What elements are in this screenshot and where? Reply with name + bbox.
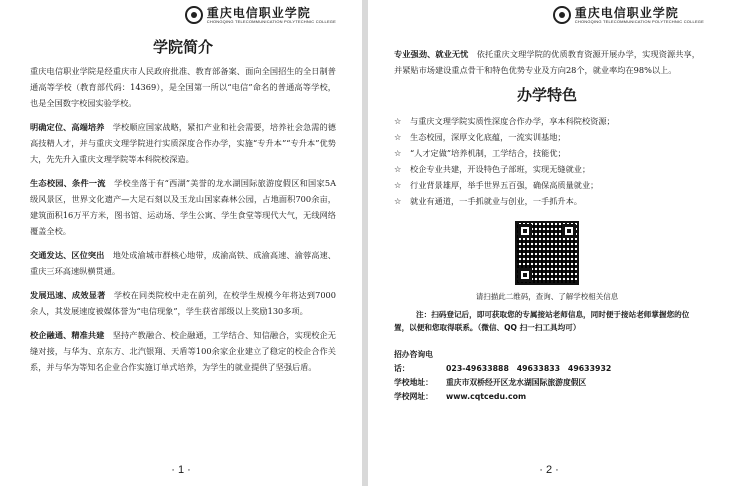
list-item [394,129,700,145]
logo-name-en: CHONGQING TELECOMMUNICATION POLYTECHNIC COLLEGE [206,18,336,24]
page-number-right: · 2 · [539,464,559,476]
contact-value: 023-49633888 49633833 49633932 [446,364,612,373]
paragraph-body: 学校坐落于有“西湖”美誉的龙水湖国际旅游度假区和国家5A级风景区，世界文化遗产—大足石刻以及玉龙山国家森林公园，占地面积700余亩，建筑面积16万平方米，图书馆、运动场、学生公寓、学生食堂等现代大气，无线网络覆盖全校。 [30,178,336,236]
paragraph-body: 学校顺应国家战略，紧扣产业和社会需要，培养社会急需的德高技精人才，并与重庆文理学院进行实质深度合作办学，实施“专升本”“专升本”优势大，先先升入重庆文理学院等本科院校深造。 [30,122,336,164]
contact-phone [394,348,700,376]
section-title-features: 办学特色 [516,86,577,104]
paragraph-head: 生态校园、条件一流 [30,178,106,188]
paragraph-development [30,287,336,319]
star-icon: ☆ [394,196,402,206]
paragraph-head: 专业强劲、就业无忧 [394,49,469,59]
list-item [394,145,700,161]
contact-address [394,376,700,390]
intro-paragraph: 重庆电信职业学院是经重庆市人民政府批准、教育部备案、面向全国招生的全日制普通高等学校（教育部代码：14369），是全国第一所以“电信”命名的普通高等学校，也是全国数字校园实验学校。 [30,66,336,108]
paragraph-head: 校企融通、精准共建 [30,330,105,340]
star-icon: ☆ [394,116,402,126]
paragraph-transport [30,247,336,279]
logo-name-cn: 重庆电信职业学院 [574,5,679,20]
paragraph-campus [30,175,336,239]
paragraph-enterprise [30,327,336,375]
contact-value[interactable]: www.cqtcedu.com [446,392,527,401]
contact-label: 学校地址： [394,378,433,387]
feature-text: 就业有通道，一手抓就业与创业，一手抓升本。 [410,196,582,206]
paragraph-body: 地处成渝城市群核心地带，成渝高铁、成渝高速、渝蓉高速、重庆三环高速纵横贯通。 [30,250,336,276]
college-logo [553,6,704,24]
note-text: 扫码登记后，即可获取您的专属接站老师信息，同时便于接站老师掌握您的位置，以便和您取得联系。（微信、QQ 扫一扫工具均可） [394,310,690,332]
list-item [394,161,700,177]
feature-text: “人才定做”培养机制，工学结合，技能优； [410,148,566,158]
qr-caption: 请扫描此二维码，查询、了解学校相关信息 [475,292,619,301]
logo-name-cn: 重庆电信职业学院 [206,5,311,20]
star-icon: ☆ [394,132,402,142]
paragraph-majors [394,46,700,78]
college-logo [185,6,336,24]
paragraph-head: 交通发达、区位突出 [30,250,105,260]
star-icon: ☆ [394,180,402,190]
paragraph-head: 明确定位、高端培养 [30,122,105,132]
note-label: 注： [416,310,432,319]
star-icon: ☆ [394,148,402,158]
qr-finder-icon [518,268,532,282]
contact-website [394,390,700,404]
list-item [394,193,700,209]
left-page [0,0,362,486]
qr-finder-icon [518,224,532,238]
list-item [394,113,700,129]
feature-text: 生态校园，深厚文化底蕴，一流实训基地； [410,132,566,142]
college-seal-icon [185,6,203,24]
feature-text: 校企专业共建，开设特色子部班，实现无缝就业； [410,164,591,174]
feature-text: 行业背景雄厚，举手世界五百强，确保高质量就业； [410,180,599,190]
paragraph-body: 坚持产教融合、校企融通，工学结合、知信融合，实现校企无缝对接，与华为、京东方、北汽银翔、天盾等100余家企业建立了稳定的校企合作关系，并与华为等知名企业合作实施订单式培养，为学生的就业提供了坚强后盾。 [30,330,336,372]
college-seal-icon [553,6,571,24]
paragraph-body: 学校在同类院校中走在前列，在校学生规模今年将达到7000余人，其发展速度被媒体誉为“电信现象”，学生获省部级以上奖励130多项。 [30,290,336,316]
star-icon: ☆ [394,164,402,174]
list-item [394,177,700,193]
logo-name-en: CHONGQING TELECOMMUNICATION POLYTECHNIC COLLEGE [574,18,704,24]
paragraph-head: 发展迅速、成效显著 [30,290,106,300]
page-number-left: · 1 · [171,464,191,476]
right-page [368,0,730,486]
paragraph-positioning [30,119,336,167]
qr-finder-icon [562,224,576,238]
paragraph-body: 依托重庆文理学院的优质教育资源开展办学，实现资源共享，并紧贴市场建设重点骨干和特色优势专业及方向28个，就业率均在98%以上。 [394,49,700,75]
contact-label: 招办咨询电话： [394,350,433,373]
qr-code[interactable] [515,221,579,285]
feature-list [394,113,700,209]
section-title-intro: 学院简介 [152,38,213,56]
contact-value: 重庆市双桥经开区龙水湖国际旅游度假区 [446,378,587,387]
feature-text: 与重庆文理学院实质性深度合作办学，享本科院校资源； [410,116,615,126]
contact-label: 学校网址： [394,392,433,401]
registration-note [394,308,700,334]
